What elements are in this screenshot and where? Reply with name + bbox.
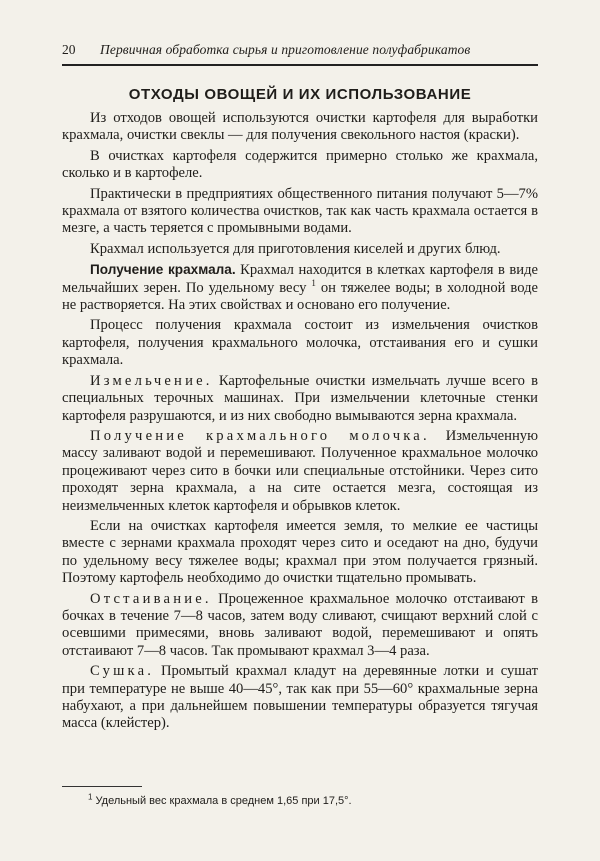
paragraph-text: Процеженное крахмальное молочко отстаивают в бочках в течение 7—8 часов, затем воду сливают, счищают верхний слой с осевшими примесями, вновь заливают водой, перемешивают и опять отстаивают 7—8 часов. Так промывают крахмал 3—4 раза. [62, 590, 538, 659]
page-number: 20 [62, 42, 76, 57]
footnote-marker: 1 [88, 792, 93, 802]
paragraph: Если на очистках картофеля имеется земля, то мелкие ее частицы вместе с зернами крахмала проходят через сито и оседают на дно, будучи по удельному весу тяжелее воды; крахмал при этом получается грязный. Поэтому картофель необходимо до очистки тщательно промывать. [62, 517, 538, 587]
footnote-ref: 1 [311, 277, 316, 288]
paragraph-text: он тяжелее воды; в холодной воде не растворяется. На этих свойствах и основано его получение. [62, 279, 538, 314]
paragraph: Крахмал используется для приготовления киселей и других блюд. [90, 240, 501, 257]
paragraph [62, 428, 538, 515]
footnote-text: Удельный вес крахмала в среднем 1,65 при 17,5°. [95, 795, 352, 807]
paragraph [62, 663, 538, 733]
running-title: Первичная обработка сырья и приготовление полуфабрикатов [100, 42, 471, 57]
header-rule [62, 64, 538, 66]
paragraph: Практически в предприятиях общественного питания получают 5—7% крахмала от взятого количества очистков, так как часть крахмала остается в мезге, а часть теряется с промывными водами. [62, 185, 538, 237]
body-text [62, 110, 538, 736]
paragraph: В очистках картофеля содержится примерно столько же крахмала, сколько и в картофеле. [62, 147, 538, 182]
lead-word-drying: Сушка. [90, 663, 155, 680]
paragraph-text: Крахмал находится в клетках картофеля в виде мельчайших зерен. По удельному весу [62, 262, 538, 296]
paragraph [62, 261, 538, 314]
paragraph-text: Картофельные очистки измельчать лучше всего в специальных терочных машинах. При измельчении клеточные стенки картофеля разрушаются, и из них свободно вымываются зерна крахмала. [62, 372, 538, 424]
lead-word-settling: Отстаивание. [90, 590, 212, 607]
paragraph: Процесс получения крахмала состоит из измельчения очистков картофеля, получения крахмального молочка, отстаивания его и сушки крахмала. [62, 317, 538, 369]
page-header [62, 42, 538, 58]
section-title: ОТХОДЫ ОВОЩЕЙ И ИХ ИСПОЛЬЗОВАНИЕ [128, 86, 472, 103]
lead-word-grinding: Измельчение. [90, 372, 213, 389]
paragraph-text: Промытый крахмал кладут на деревянные лотки и сушат при температуре не выше 40—45°, так как при 55—60° крахмальные зерна набухают, а при дальнейшем повышении температуры образуется тягучая масса (клейстер). [62, 663, 538, 732]
footnote-rule [62, 786, 142, 787]
subheading-starch-production: Получение крахмала. [90, 262, 236, 278]
footnote [88, 792, 538, 808]
paragraph [62, 373, 538, 425]
paragraph-text: Измельченную массу заливают водой и перемешивают. Полученное крахмальное молочко процеживают через сито в бочки или специальные отстойники. Через сито проходят зерна крахмала, а на сите остается мезга, состоящая из неизмельченных клеток картофеля и обрывков клеток. [62, 427, 538, 514]
lead-word-starch-milk: Получение крахмального молочка. [90, 427, 430, 444]
paragraph: Из отходов овощей используются очистки картофеля для выработки крахмала, очистки свеклы — для получения свекольного настоя (краски). [62, 110, 538, 144]
paragraph [62, 591, 538, 661]
